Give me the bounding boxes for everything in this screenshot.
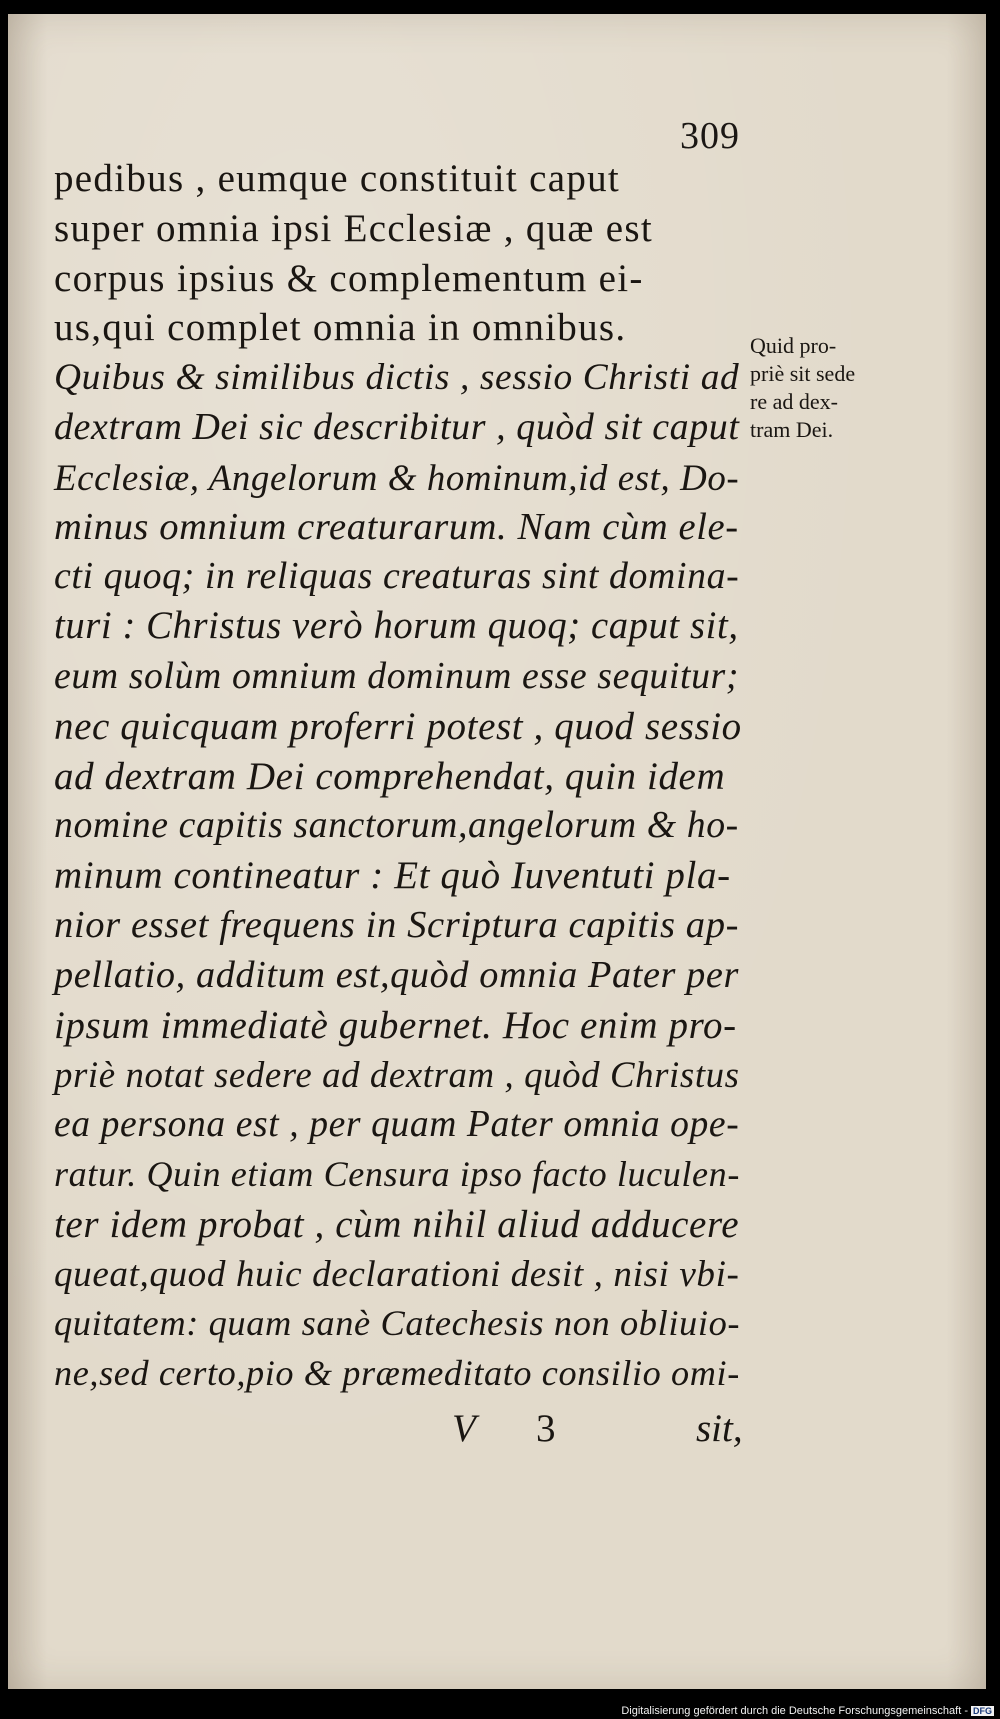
- text-line: nior esset frequens in Scriptura capitis ap-: [54, 903, 740, 946]
- text-line: ter idem probat , cùm nihil aliud adducere: [54, 1202, 740, 1246]
- text-line: dextram Dei sic describitur , quòd sit caput: [54, 405, 740, 448]
- text-line: minum contineatur : Et quò Iuventuti pla-: [54, 854, 731, 898]
- text-line: nomine capitis sanctorum,angelorum & ho-: [54, 804, 739, 847]
- body-text: [54, 154, 744, 1399]
- text-line: queat,quod huic declarationi desit , nisi vbi-: [54, 1253, 740, 1295]
- text-line: nec quicquam proferri potest , quod sessio: [54, 704, 742, 748]
- text-line: ad dextram Dei comprehendat, quin idem: [54, 754, 726, 798]
- digitization-credit: [621, 1705, 994, 1717]
- text-line: Quibus & similibus dictis , sessio Christi ad: [54, 357, 740, 399]
- text-line: ne,sed certo,pio & præmeditato consilio omi-: [54, 1353, 740, 1394]
- marginal-note-line: Quid pro-: [750, 333, 837, 358]
- signature-letter: V: [452, 1407, 476, 1450]
- credit-text: Digitalisierung gefördert durch die Deutsche Forschungsgemeinschaft -: [621, 1705, 968, 1717]
- text-line: us,qui complet omnia in omnibus.: [54, 306, 627, 350]
- text-line: minus omnium creaturarum. Nam cùm ele-: [54, 505, 739, 548]
- text-line: ratur. Quin etiam Censura ipso facto luculen-: [54, 1153, 740, 1194]
- text-line: quitatem: quam sanè Catechesis non obliuio-: [54, 1303, 741, 1344]
- marginal-note-line: priè sit sede: [750, 361, 856, 386]
- signature-number: 3: [536, 1407, 556, 1450]
- text-line: super omnia ipsi Ecclesiæ , quæ est: [54, 206, 654, 250]
- marginal-note: [750, 332, 910, 444]
- text-line: Ecclesiæ, Angelorum & hominum,id est, Do-: [54, 456, 740, 498]
- marginal-note-line: re ad dex-: [750, 389, 838, 414]
- text-line: corpus ipsius & complementum ei-: [54, 256, 644, 300]
- text-line: turi : Christus verò horum quoq; caput sit,: [54, 605, 739, 648]
- marginal-note-line: tram Dei.: [750, 417, 834, 442]
- book-page: [8, 14, 986, 1689]
- text-line: ea persona est , per quam Pater omnia ope-: [54, 1104, 740, 1146]
- page-number: 309: [680, 115, 740, 157]
- dfg-logo: DFG: [973, 1706, 992, 1716]
- text-line: priè notat sedere ad dextram , quòd Christus: [54, 1054, 740, 1096]
- text-line: ipsum immediatè gubernet. Hoc enim pro-: [54, 1003, 737, 1047]
- catchword: sit,: [696, 1407, 743, 1450]
- text-line: cti quoq; in reliquas creaturas sint domina-: [54, 555, 740, 598]
- text-line: pellatio, additum est,quòd omnia Pater per: [54, 953, 739, 996]
- text-line: pedibus , eumque constituit caput: [54, 157, 621, 200]
- text-line: eum solùm omnium dominum esse sequitur;: [54, 654, 740, 697]
